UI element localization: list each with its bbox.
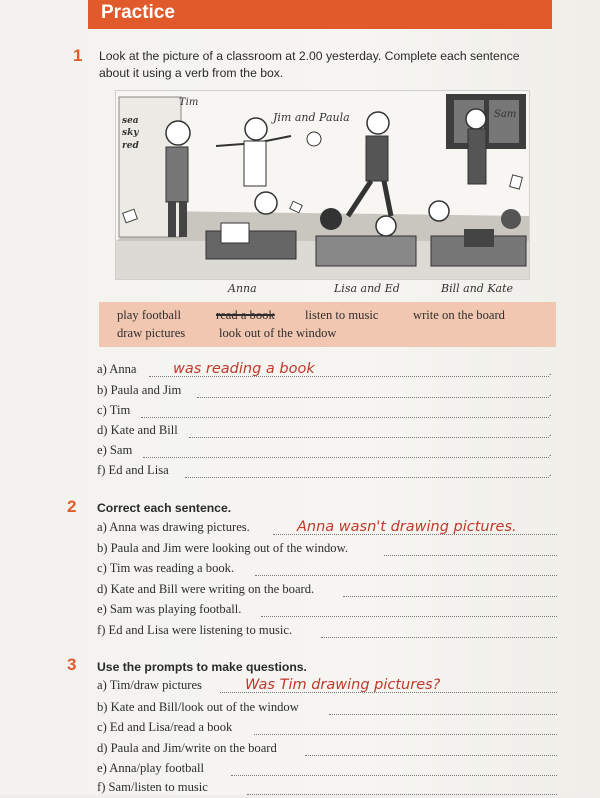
word-draw-pictures: draw pictures [117,326,186,340]
ex3-item-b-label: b) Kate and Bill/look out of the window [97,700,299,714]
label-sam: Sam [494,109,517,120]
word-look-out-of-the-window: look out of the window [219,326,337,340]
ex1-item-a-label: a) Anna [97,362,137,376]
answer-line[interactable] [384,555,557,556]
label-bill-and-kate: Bill and Kate [441,282,514,295]
ex2-item-e [97,602,559,620]
ex2-item-b-label: b) Paula and Jim were looking out of the window. [97,541,349,555]
ex1-item-c: c) Tim . [97,403,552,419]
answer-line[interactable] [231,775,557,776]
ex1-item-b-label: b) Paula and Jim [97,383,182,397]
ex3-item-c-label: c) Ed and Lisa/read a book [97,720,233,734]
exercise-1-instruction-line1: Look at the picture of a classroom at 2.00 yesterday. Complete each sentence [99,49,520,63]
handwritten-answer: Anna wasn't drawing pictures. [297,519,517,535]
ex3-item-b [97,700,559,718]
exercise-3-number: 3 [67,655,77,674]
ex3-item-f [97,780,559,798]
label-anna: Anna [228,282,257,295]
board-word-red: red [122,141,139,151]
word-read-a-book: read a book [216,308,275,322]
ex3-item-e [97,761,559,779]
ex3-item-a-label: a) Tim/draw pictures [97,678,202,692]
classroom-illustration [115,90,530,280]
exercise-2-number: 2 [67,497,77,516]
exercise-2-instruction: Correct each sentence. [97,501,232,515]
ex1-item-f-label: f) Ed and Lisa [97,463,169,477]
ex3-item-d-label: d) Paula and Jim/write on the board [97,741,277,755]
answer-line[interactable] [189,437,549,438]
ex1-item-d: d) Kate and Bill . [97,423,552,439]
ex1-item-b: b) Paula and Jim . [97,383,552,399]
answer-line[interactable] [343,596,557,597]
ex3-item-f-label: f) Sam/listen to music [97,780,208,794]
word-write-on-the-board: write on the board [413,308,505,322]
answer-line[interactable] [254,734,557,735]
ex2-item-f [97,623,559,641]
word-listen-to-music: listen to music [305,308,379,322]
ex1-item-d-label: d) Kate and Bill [97,423,178,437]
ex1-item-f: f) Ed and Lisa . [97,463,552,479]
answer-line[interactable] [185,477,549,478]
answer-line[interactable] [141,417,549,418]
label-jim-and-paula: Jim and Paula [273,111,350,124]
answer-line[interactable] [255,575,557,576]
ex3-item-e-label: e) Anna/play football [97,761,205,775]
ex3-item-a [97,678,559,696]
ex1-item-e: e) Sam . [97,443,552,459]
answer-line[interactable] [197,397,549,398]
label-lisa-and-ed: Lisa and Ed [334,282,400,295]
section-header [88,0,552,29]
ex2-item-a-label: a) Anna was drawing pictures. [97,520,250,534]
board-word-sky: sky [122,128,139,138]
ex2-item-a [97,520,559,538]
answer-line[interactable] [321,637,557,638]
ex2-item-c-label: c) Tim was reading a book. [97,561,235,575]
handwritten-answer: Was Tim drawing pictures? [245,677,441,693]
section-title: Practice [101,2,175,23]
ex3-item-d [97,741,559,759]
ex2-item-b [97,541,559,559]
answer-line[interactable] [143,457,549,458]
exercise-1-number: 1 [73,46,83,65]
board-word-sea: sea [122,116,139,126]
ex2-item-f-label: f) Ed and Lisa were listening to music. [97,623,293,637]
handwritten-answer: was reading a book [173,361,315,377]
answer-line[interactable] [305,755,557,756]
ex1-item-c-label: c) Tim [97,403,131,417]
label-tim: Tim [179,97,199,108]
answer-line[interactable] [261,616,557,617]
ex3-item-c [97,720,559,738]
ex1-item-a: a) Anna was reading a book . [97,361,552,378]
ex2-item-d [97,582,559,600]
ex2-item-d-label: d) Kate and Bill were writing on the board. [97,582,315,596]
ex1-item-e-label: e) Sam [97,443,133,457]
ex2-item-c [97,561,559,579]
word-box [99,302,556,347]
exercise-3-instruction: Use the prompts to make questions. [97,660,307,674]
exercise-1-instruction-line2: about it using a verb from the box. [99,66,284,80]
answer-line[interactable] [329,714,557,715]
ex2-item-e-label: e) Sam was playing football. [97,602,242,616]
word-play-football: play football [117,308,182,322]
